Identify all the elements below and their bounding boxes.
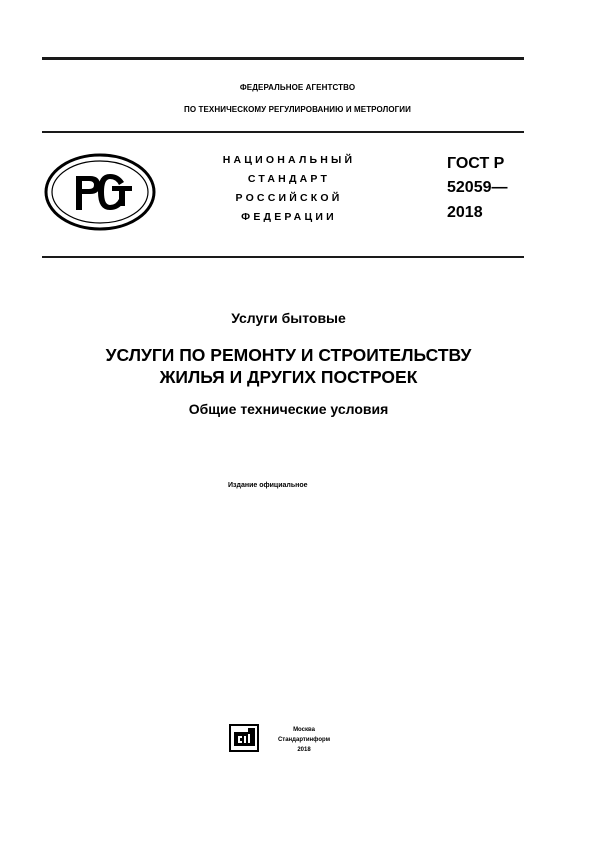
publisher-name: Стандартинформ	[277, 737, 331, 743]
publisher-year: 2018	[297, 747, 311, 753]
gost-designation-line3: 2018	[447, 204, 483, 221]
standartinform-logo-icon	[229, 724, 259, 752]
top-rule	[42, 57, 524, 60]
standard-type-line1: НАЦИОНАЛЬНЫЙ	[222, 154, 356, 166]
rst-logo-icon	[42, 152, 158, 232]
document-subject: Услуги бытовые	[231, 310, 346, 326]
middle-rule	[42, 131, 524, 133]
edition-note: Издание официальное	[228, 482, 308, 489]
gost-designation-line2: 52059—	[447, 179, 508, 196]
document-subtitle: Общие технические условия	[188, 401, 389, 417]
bottom-rule	[42, 256, 524, 258]
document-title-line1: УСЛУГИ ПО РЕМОНТУ И СТРОИТЕЛЬСТВУ	[105, 345, 472, 365]
agency-name-line1: ФЕДЕРАЛЬНОЕ АГЕНТСТВО	[239, 83, 356, 92]
publisher-city: Москва	[293, 727, 315, 733]
document-title-line2: ЖИЛЬЯ И ДРУГИХ ПОСТРОЕК	[159, 367, 418, 387]
gost-designation-line1: ГОСТ Р	[447, 155, 505, 172]
standard-type-line4: ФЕДЕРАЦИИ	[241, 211, 337, 223]
standard-type-line3: РОССИЙСКОЙ	[235, 192, 343, 204]
agency-name-line2: ПО ТЕХНИЧЕСКОМУ РЕГУЛИРОВАНИЮ И МЕТРОЛОГИИ	[183, 105, 412, 114]
standard-type-line2: СТАНДАРТ	[247, 173, 331, 185]
